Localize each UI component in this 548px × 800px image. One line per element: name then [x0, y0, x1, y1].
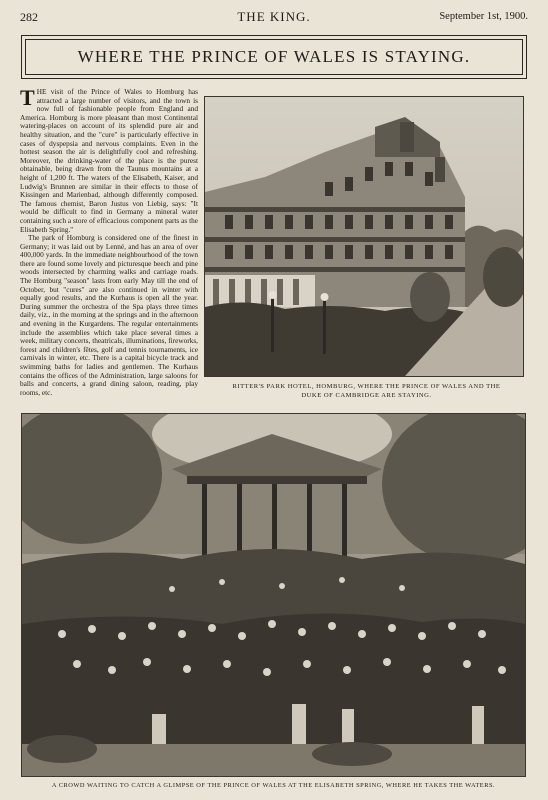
drop-cap: T [20, 88, 35, 110]
issue-date: September 1st, 1900. [439, 11, 528, 22]
crowd-illustration [22, 414, 525, 776]
hotel-photograph [204, 96, 524, 377]
running-head [20, 10, 528, 28]
article-paragraph [20, 88, 198, 234]
page-number: 282 [20, 10, 38, 24]
crowd-photo-caption: A CROWD WAITING TO CATCH A GLIMPSE OF THE PRINCE OF WALES AT THE ELISABETH SPRING, WHERE HE TAKES THE WATERS. [51, 782, 496, 789]
article-body [20, 88, 198, 398]
headline-frame [21, 35, 527, 79]
article-paragraph: The park of Homburg is considered one of the finest in Germany; it was laid out by Lenné, and has an area of over 400,000 yards. In the immediate neighbourhood of the town there are found some lovely and picturesque beech and pine woods intersected by charming walks and carriage roads. The Homburg "season" lasts from early May till the end of October, but "cures" are also continued in winter with equally good results, and the Kurhaus is open all the year. During summer the orchestra of the Spa plays three times daily, viz., in the morning at the springs and in the afternoon and evening in the Kurgardens. The regular entertainments include the assemblies which take place several times a week, military concerts, theatricals, illuminations, fireworks, forest and children's fêtes, golf and tennis tournaments, ice carnivals in winter, etc. There is a capital bicycle track and swimming baths for ladies and gentlemen. The Kurhaus contains the offices of the Administration, large saloons for balls and concerts, a grand dining saloon, reading, play rooms, etc. [20, 233, 198, 397]
crowd-photograph [21, 413, 526, 777]
hotel-photo-caption: RITTER'S PARK HOTEL, HOMBURG, WHERE THE PRINCE OF WALES AND THE DUKE OF CAMBRIDGE ARE STAYING. [232, 383, 501, 399]
paragraph-text: HE visit of the Prince of Wales to Homburg has attracted a large number of visitors, and the town is now full of fashionable people from England and America. Homburg is more pleasant than most Continental watering-places on account of its splendid pure air and healthy situation, and the "cure" is particularly effective in cases of dyspepsia and nervous complaints. Even in the hottest season the air is delightfully cool and refreshing. Moreover, the drinking-water of the place is the purest obtainable, being drawn from the Taunus mountains at a height of 1,200 ft. The waters of the Elisabeth, Kaiser, and Ludwig's Brunnen are similar in their effects to those of Kissingen and Marienbad, although differently composed. The famous chemist, Baron Justus von Liebig, says: "It would be difficult to find in Germany a mineral water containing such a store of efficacious component parts as the Elisabeth Spring." [20, 88, 198, 234]
hotel-illustration [205, 97, 523, 376]
magazine-title: THE KING. [237, 9, 311, 24]
headline: WHERE THE PRINCE OF WALES IS STAYING. [25, 39, 523, 75]
